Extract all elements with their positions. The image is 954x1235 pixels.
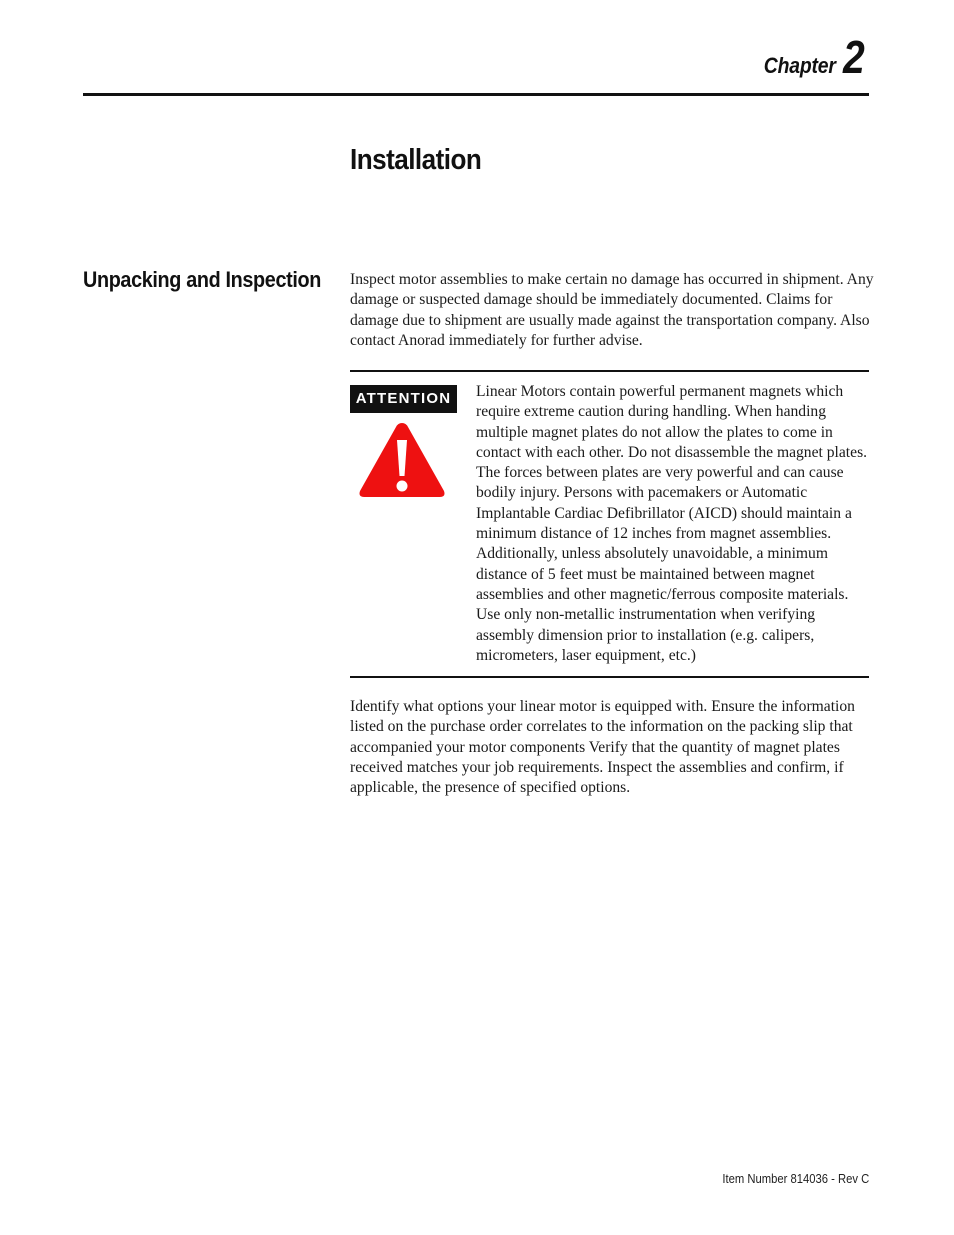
- chapter-number: 2: [843, 31, 866, 83]
- attention-text: Linear Motors contain powerful permanent magnets which require extreme caution during handling. When handing multiple magnet plates do not allow the plates to come in contact with each other. Do not disassemble the magnet plates. The forces between plates are very powerful and can cause bodily injury. Persons with pacemakers or Automatic Implantable Cardiac Defibrillator (AICD) should maintain a minimum distance of 12 inches from magnet assemblies. Additionally, unless absolutely unavoidable, a minimum distance of 5 feet must be maintained between magnet assemblies and other magnetic/ferrous composite materials. Use only non-metallic instrumentation when verifying assembly dimension prior to installation (e.g. calipers, micrometers, laser equipment, etc.): [476, 383, 868, 664]
- attention-notice: [350, 370, 869, 678]
- closing-paragraph: Identify what options your linear motor is equipped with. Ensure the information listed on the purchase order correlates to the information on the packing slip that accompanied your motor components Verify that the quantity of magnet plates received matches your job requirements. Inspect the assemblies and confirm, if applicable, the presence of specified options.: [350, 698, 855, 797]
- intro-paragraph: Inspect motor assemblies to make certain no damage has occurred in shipment. Any damage or suspected damage should be immediately documented. Claims for damage due to shipment are usually made against the transportation company. Also contact Anorad immediately for further advise.: [350, 271, 874, 349]
- page-title: Installation: [350, 144, 482, 176]
- chapter-heading: [754, 31, 869, 83]
- attention-label: ATTENTION: [350, 385, 457, 413]
- warning-exclamation-icon: [357, 420, 447, 500]
- footer-item-number: Item Number 814036 - Rev C: [722, 1172, 869, 1186]
- section-heading: Unpacking and Inspection: [83, 267, 321, 292]
- chapter-label: Chapter: [763, 53, 836, 78]
- header-rule: [83, 93, 869, 96]
